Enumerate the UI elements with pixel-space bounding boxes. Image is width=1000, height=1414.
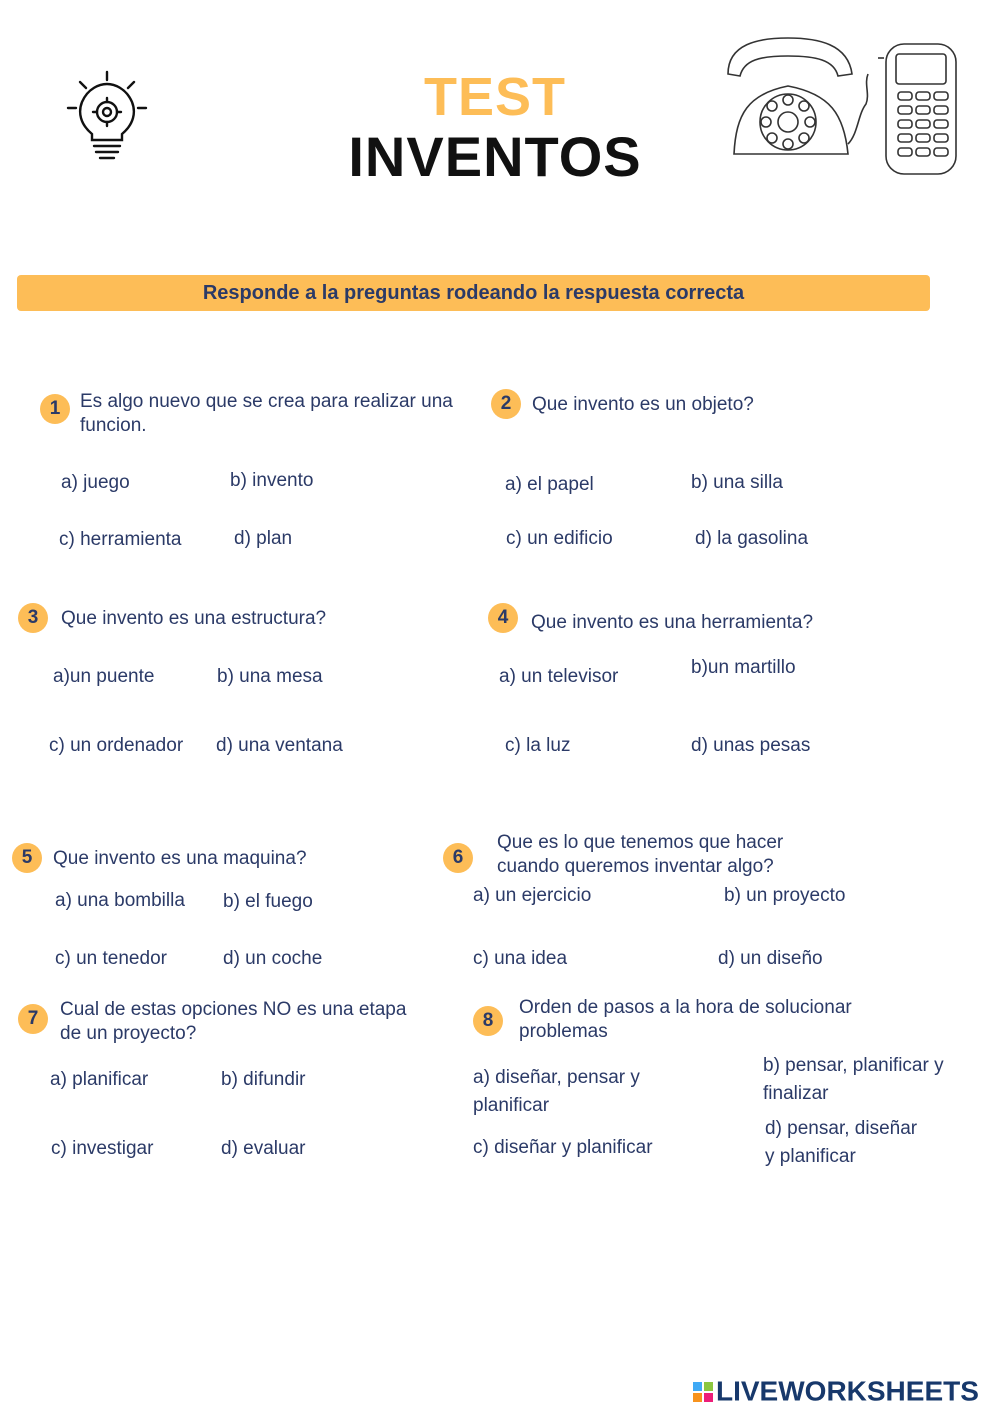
question-6-option-a[interactable]: a) un ejercicio bbox=[473, 885, 592, 906]
question-7-option-b[interactable]: b) difundir bbox=[221, 1069, 306, 1090]
question-6-option-c[interactable]: c) una idea bbox=[473, 948, 568, 969]
question-number-4: 4 bbox=[488, 603, 518, 633]
question-1-option-b[interactable]: b) invento bbox=[230, 470, 314, 491]
question-6-option-b[interactable]: b) un proyecto bbox=[724, 885, 846, 906]
question-3-option-a[interactable]: a)un puente bbox=[53, 666, 155, 687]
question-4-option-c[interactable]: c) la luz bbox=[505, 735, 571, 756]
question-number-2: 2 bbox=[491, 389, 521, 419]
question-4-option-a[interactable]: a) un televisor bbox=[499, 666, 619, 687]
question-7-option-d[interactable]: d) evaluar bbox=[221, 1138, 306, 1159]
question-6-text-line1: Que es lo que tenemos que hacer bbox=[497, 832, 784, 853]
question-number-8: 8 bbox=[473, 1006, 503, 1036]
question-5-text: Que invento es una maquina? bbox=[53, 848, 307, 869]
question-5-option-b[interactable]: b) el fuego bbox=[223, 891, 313, 912]
instructions-banner: Responde a la preguntas rodeando la respuesta correcta bbox=[17, 275, 930, 311]
question-4-text: Que invento es una herramienta? bbox=[531, 612, 814, 633]
question-3-text: Que invento es una estructura? bbox=[61, 608, 327, 629]
brand-text: LIVEWORKSHEETS bbox=[716, 1375, 979, 1407]
question-6-text-line2: cuando queremos inventar algo? bbox=[497, 856, 774, 877]
question-number-5: 5 bbox=[12, 843, 42, 873]
question-number-7: 7 bbox=[18, 1004, 48, 1034]
question-1-option-a[interactable]: a) juego bbox=[61, 472, 130, 493]
question-1-text-line1: Es algo nuevo que se crea para realizar una bbox=[80, 391, 453, 412]
question-5-option-d[interactable]: d) un coche bbox=[223, 948, 323, 969]
question-number-1: 1 bbox=[40, 394, 70, 424]
question-1-option-d[interactable]: d) plan bbox=[234, 528, 293, 549]
question-2-option-d[interactable]: d) la gasolina bbox=[695, 528, 809, 549]
brand-squares-icon bbox=[692, 1381, 716, 1403]
liveworksheets-logo bbox=[692, 1374, 979, 1408]
question-6-option-d[interactable]: d) un diseño bbox=[718, 948, 823, 969]
question-1-option-c[interactable]: c) herramienta bbox=[59, 529, 182, 550]
question-8-option-d-line1[interactable]: d) pensar, diseñar bbox=[765, 1118, 918, 1139]
question-3-option-b[interactable]: b) una mesa bbox=[217, 666, 323, 687]
telephones-illustration bbox=[718, 14, 970, 192]
question-8-option-b-line2[interactable]: finalizar bbox=[763, 1083, 829, 1104]
question-8-option-c[interactable]: c) diseñar y planificar bbox=[473, 1137, 653, 1158]
question-number-6: 6 bbox=[443, 843, 473, 873]
question-8-option-a-line1[interactable]: a) diseñar, pensar y bbox=[473, 1067, 640, 1088]
question-8-text-line1: Orden de pasos a la hora de solucionar bbox=[519, 997, 852, 1018]
question-4-option-d[interactable]: d) unas pesas bbox=[691, 735, 811, 756]
title-test: TEST bbox=[423, 67, 566, 127]
question-5-option-c[interactable]: c) un tenedor bbox=[55, 948, 167, 969]
question-2-option-a[interactable]: a) el papel bbox=[505, 474, 594, 495]
page-title: INVENTOS bbox=[348, 125, 642, 188]
question-4-option-b[interactable]: b)un martillo bbox=[691, 657, 796, 678]
question-2-text: Que invento es un objeto? bbox=[532, 394, 754, 415]
question-3-option-d[interactable]: d) una ventana bbox=[216, 735, 343, 756]
question-3-option-c[interactable]: c) un ordenador bbox=[49, 735, 184, 756]
question-8-option-d-line2[interactable]: y planificar bbox=[765, 1146, 856, 1167]
question-8-option-a-line2[interactable]: planificar bbox=[473, 1095, 550, 1116]
question-number-3: 3 bbox=[18, 603, 48, 633]
question-7-option-a[interactable]: a) planificar bbox=[50, 1069, 149, 1090]
question-1-text-line2: funcion. bbox=[80, 415, 147, 436]
question-8-option-b-line1[interactable]: b) pensar, planificar y bbox=[763, 1055, 944, 1076]
question-7-text-line1: Cual de estas opciones NO es una etapa bbox=[60, 999, 407, 1020]
question-7-text-line2: de un proyecto? bbox=[60, 1023, 197, 1044]
question-7-option-c[interactable]: c) investigar bbox=[51, 1138, 154, 1159]
question-2-option-b[interactable]: b) una silla bbox=[691, 472, 783, 493]
question-2-option-c[interactable]: c) un edificio bbox=[506, 528, 613, 549]
question-8-text-line2: problemas bbox=[519, 1021, 608, 1042]
question-5-option-a[interactable]: a) una bombilla bbox=[55, 890, 185, 911]
